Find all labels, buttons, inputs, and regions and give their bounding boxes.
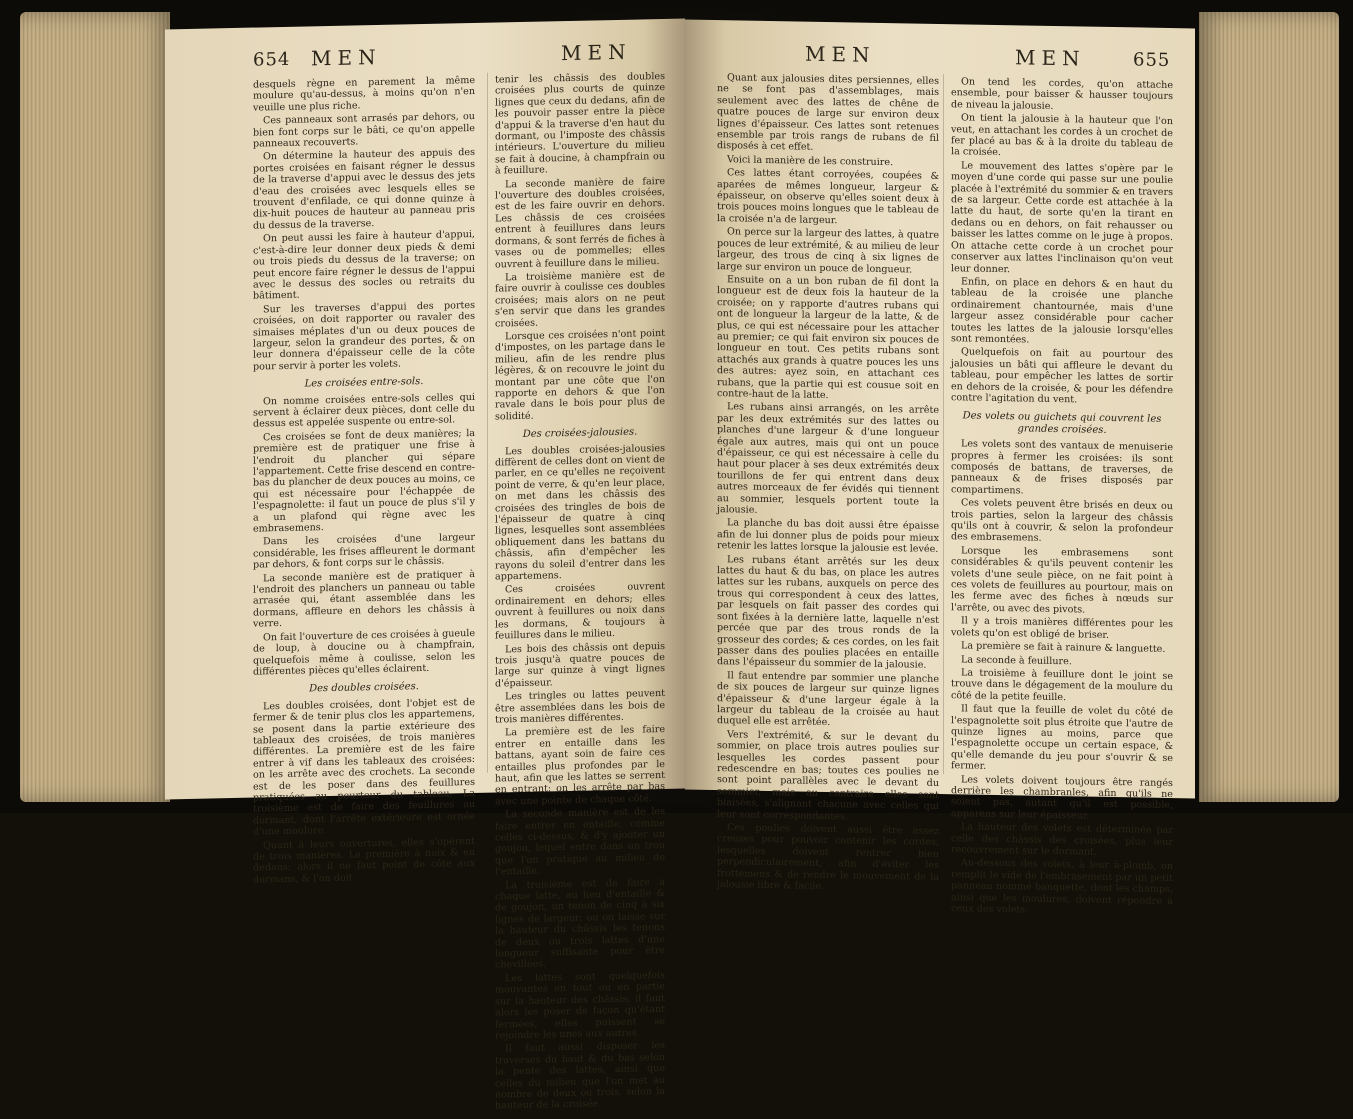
paragraph: Dans les croisées d'une largeur considérable, les frises affleurent le dormant par dehors, & font corps sur le châssis. bbox=[253, 532, 475, 571]
paragraph: Lorsque ces croisées n'ont point d'impostes, on les partage dans le milieu, afin de les rendre plus légères, & on recouvre le joint du montant par une côte que l'on rapporte en dehors & que l'on ravale dans le bois pour plus de solidité. bbox=[495, 327, 665, 423]
paragraph: La seconde manière est de les faire entrer en entaille, comme celles ci-dessus, & d'y ajouter un goujon, lequel entre dans un trou que l'on pratique au milieu de l'entaille. bbox=[495, 806, 665, 878]
right-page-column-1 bbox=[717, 72, 939, 893]
left-page-edges bbox=[20, 12, 170, 802]
section-heading: Les croisées entre-sols. bbox=[304, 376, 424, 390]
paragraph: La seconde manière de faire l'ouverture des doubles croisées, est de les faire ouvrir en dehors. Les châssis de ces croisées entrent à feuillures dans leurs dormans, & sont ferrés de fiches à vases ou de pommelles; elles ouvrent à feuillure dans le milieu. bbox=[495, 175, 665, 271]
paragraph: La planche du bas doit aussi être épaisse afin de lui donner plus de poids pour mieux retenir les lattes lorsque la jalousie est levée. bbox=[717, 517, 939, 556]
page-number: 655 bbox=[1133, 49, 1171, 72]
paragraph: Il faut que la feuille de volet du côté de l'espagnolette soit plus étroite que l'autre de quinze lignes au moins, parce que l'espagnolette occupe un certain espace, & qu'elle demande du jeu pour s'ouvrir & se fermer. bbox=[951, 703, 1173, 772]
paragraph: On détermine la hauteur des appuis des portes croisées en faisant régner le dessus de la traverse d'appui avec le dessus des jets d'eau des croisées avec lesquels elles se trouvent d'enfilade, ce qui donne quinze à dix-huit pouces de hauteur au panneau pris du dessus de la traverse. bbox=[253, 147, 475, 232]
paragraph: On fait l'ouverture de ces croisées à gueule de loup, à doucine ou à champfrain, quelquefois même à coulisse, selon les différentes pièces qu'elles éclairent. bbox=[253, 627, 475, 678]
page-number: 654 bbox=[253, 48, 291, 71]
left-page bbox=[165, 19, 685, 1112]
paragraph: Les doubles croisées, dont l'objet est de fermer & de tenir plus clos les appartemens, se posent dans la partie extérieure des tableaux des croisées, de trois manières différentes. La première est de les faire entrer à vif dans les tableaux des croisées: on les arrête avec des crochets. La seconde est de les poser dans des feuillures pratiquées au pourtour du tableau. La troisième est de faire des feuillures au dormant, dont l'arrête extérieure est ornée d'une moulure. bbox=[253, 696, 475, 838]
paragraph: tenir les châssis des doubles croisées plus courts de quinze lignes que ceux du dedans, afin de les pouvoir passer entre la pièce d'appui & la traverse d'en haut du dormant, ou l'imposte des châssis intérieurs. L'ouverture du milieu se fait à doucine, à champfrain ou à feuillure. bbox=[495, 70, 665, 177]
running-head-right: MEN bbox=[1015, 45, 1086, 71]
left-page-column-1 bbox=[253, 74, 475, 886]
paragraph: Le mouvement des lattes s'opère par le moyen d'une corde qui passe sur une poulie placée à l'extrémité du sommier & en travers de sa largeur. Cette corde est attachée à la latte du haut, de sorte qu'en la tirant en dedans ou en dehors, on fait rehausser ou baisser les lattes comme on le juge à propos. On attache cette corde à un crochet pour conserver aux lattes l'inclinaison qu'on veut leur donner. bbox=[951, 160, 1173, 275]
section-heading: Des doubles croisées. bbox=[309, 681, 419, 695]
paragraph: Les volets doivent toujours être rangés derrière les chambranles, afin qu'ils ne soient pas, autant qu'il est possible, apparens sur leur épaisseur. bbox=[951, 773, 1173, 822]
paragraph: Les tringles ou lattes peuvent être assemblées dans les bois de trois manières différentes. bbox=[495, 688, 665, 726]
paragraph: La première se fait à rainure & languette. bbox=[961, 640, 1166, 656]
section-heading: Des volets ou guichets qui couvrent les grandes croisées. bbox=[962, 410, 1162, 436]
paragraph: Quelquefois on fait au pourtour des jalousies un bâti qui affleure le devant du tableau, pour empêcher les lattes de sortir en dehors de la croisée, & pour les défendre contre l'agitation du vent. bbox=[951, 346, 1173, 406]
paragraph: Ces volets peuvent être brisés en deux ou trois parties, selon la largeur des châssis qu'ils ont à couvrir, & selon la profondeur des embrasemens. bbox=[951, 497, 1173, 545]
paragraph: La troisième est de faire à chaque latte, au lieu d'entaille & de goujon, un tenon de cinq à six lignes de largeur; ou on laisse sur la hauteur du châssis les tenons de deux ou trois lattes d'une longueur suffisante pour être chevillées. bbox=[495, 876, 665, 972]
right-page-column-2 bbox=[951, 76, 1173, 916]
paragraph: Ces panneaux sont arrasés par dehors, ou bien font corps sur le bâti, ce qu'on appelle panneaux recouverts. bbox=[253, 111, 475, 150]
paragraph: Les rubans ainsi arrangés, on les arrête par les deux extrémités sur des lattes ou planches d'une largeur & d'une longueur égale aux autres, mais qui ont un pouce d'épaisseur, ce qui est nécessaire à celle du haut pour placer à ses deux extrémités deux tourillons de fer qui entrent dans deux autres morceaux de fer évidés qui tiennent au sommier, lesquels portent toute la jalousie. bbox=[717, 401, 939, 516]
paragraph: On tend les cordes, qu'on attache ensemble, pour baisser & hausser toujours de niveau la jalousie. bbox=[951, 76, 1173, 112]
paragraph: Quant aux jalousies dites persiennes, elles ne se font pas d'assemblages, mais seulement avec des lattes de chêne de quatre pouces de large sur environ deux lignes d'épaisseur. Ces lattes sont retenues ensemble par trois rangs de rubans de fil disposés à cet effet. bbox=[717, 72, 939, 154]
paragraph: Les bois des châssis ont depuis trois jusqu'à quatre pouces de large sur quinze à vingt lignes d'épaisseur. bbox=[495, 640, 665, 690]
paragraph: Ces croisées se font de deux manières; la première est de pratiquer une frise à l'endroit du plancher qui sépare l'appartement. Cette frise descend en contre-bas du plancher de deux pouces au moins, ce qui est nécessaire pour l'échappée de l'espagnolette: il faut un pouce de plus s'il y a un plafond qui règne avec les embrasemens. bbox=[253, 427, 475, 535]
paragraph: Quant à leurs ouvertures, elles s'opèrent de trois manières. La première à noix & en dedans: alors il ne faut point de côte aux dormans, & l'on doit bbox=[253, 835, 475, 886]
paragraph: Il y a trois manières différentes pour les volets qu'on est obligé de briser. bbox=[951, 615, 1173, 641]
paragraph: La hauteur des volets est déterminée par celle des châssis des croisées, plus leur recouvrement sur le dormant. bbox=[951, 821, 1173, 858]
right-page-edges bbox=[1199, 12, 1339, 802]
paragraph: La troisième à feuillure dont le joint se trouve dans le dégagement de la moulure du côté de la petite feuille. bbox=[951, 667, 1173, 703]
left-page-column-2 bbox=[495, 70, 665, 1112]
paragraph: Ces poulies doivent aussi être assez creuses pour pouvoir contenir les cordes, lesquelles doivent rentrer bien perpendiculairement, afin d'éviter les frottemens & de rendre le mouvement de la jalousie libre & facile. bbox=[717, 822, 939, 893]
paragraph: Sur les traverses d'appui des portes croisées, on doit rapporter ou ravaler des simaises méplates d'un ou deux pouces de largeur, selon la grandeur des portes, & on leur donnera d'épaisseur celle de la côte pour servir à porter les volets. bbox=[253, 299, 475, 373]
paragraph: La seconde manière est de pratiquer à l'endroit des planchers un panneau ou table arrasée qui, étant assemblée dans les dormans, affleure en dehors les châssis à verre. bbox=[253, 568, 475, 630]
paragraph: On peut aussi les faire à hauteur d'appui, c'est-à-dire leur donner deux pieds & demi ou trois pieds du dessus de la traverse; on peut encore faire régner le dessus de l'appui avec le dessus des socles ou retraits du bâtiment. bbox=[253, 229, 475, 302]
right-page bbox=[685, 20, 1195, 916]
paragraph: Voici la manière de les construire. bbox=[727, 154, 894, 169]
paragraph: Il faut aussi disposer les traverses du haut & du bas selon la pente des lattes, ainsi que celles du milieu que l'on met au nombre de deux ou trois, selon la hauteur de la croisée. bbox=[495, 1040, 665, 1112]
paragraph: Les rubans étant arrêtés sur les deux lattes du haut & du bas, on place les autres lattes sur les rubans, auxquels on perce des trous qui correspondent à ceux des lattes, par lesquels on fait passer des cordes qui sont fixées à la dernière latte, laquelle n'est percée que par des trous ronds de la grosseur des cordes; & ces cordes, on les fait passer dans des poulies placées en entaille dans l'épaisseur du sommier de la jalousie. bbox=[717, 553, 939, 672]
paragraph: Les doubles croisées-jalousies diffèrent de celles dont on vient de parler, en ce qu'elles ne reçoivent point de verre, & qu'en leur place, on met dans les châssis des croisées des tringles de bois de l'épaisseur de quatre à cinq lignes, lesquelles sont assemblées obliquement dans les battans du châssis, afin d'empêcher les rayons du soleil d'entrer dans les appartemens. bbox=[495, 442, 665, 583]
paragraph: Ces croisées ouvrent ordinairement en dehors; elles ouvrent à feuillures ou noix dans les dormans, & toujours à feuillures dans le milieu. bbox=[495, 581, 665, 642]
paragraph: Ces lattes étant corroyées, coupées & aparées de mêmes longueur, largeur & épaisseur, on observe qu'elles soient deux à trois pouces moins longues que le tableau de la croisée n'a de largeur. bbox=[717, 167, 939, 227]
running-head-right: MEN bbox=[561, 39, 632, 66]
column-rule bbox=[487, 73, 488, 773]
paragraph: On perce sur la largeur des lattes, à quatre pouces de leur extrémité, & au milieu de leur largeur, des trous de cinq à six lignes de large sur environ un pouce de longueur. bbox=[717, 226, 939, 276]
paragraph: Il faut entendre par sommier une planche de six pouces de largeur sur quinze lignes d'épaisseur & d'une largeur égale à la largeur du tableau de la croisée au haut duquel elle est arrêtée. bbox=[717, 670, 939, 729]
running-head-left: MEN bbox=[805, 41, 876, 67]
paragraph: Vers l'extrémité, & sur le devant du sommier, on place trois autres poulies sur lesquelles les cordes passent pour redescendre en bas; toutes ces poulies ne sont point parallèles avec le devant du sommier, mais au contraire elles sont biaisées, s'alignant chacune avec celles qui leur sont correspondantes. bbox=[717, 729, 939, 822]
paragraph: On tient la jalousie à la hauteur que l'on veut, en attachant les cordes à un crochet de fer placé au bas & à la droite du tableau de la croisée. bbox=[951, 112, 1173, 159]
paragraph: La première est de les faire entrer en entaille dans les battans, ayant soin de faire ces entailles plus profondes par le haut, afin que les lattes se serrent en entrant: on les arrête par bas avec une pointe de chaque côté. bbox=[495, 724, 665, 808]
running-head-left: MEN bbox=[311, 44, 382, 71]
paragraph: La troisième manière est de faire ouvrir à coulisse ces doubles croisées; mais alors on ne peut s'en servir que dans les grandes croisées. bbox=[495, 268, 665, 330]
section-heading: Des croisées-jalousies. bbox=[522, 426, 638, 441]
paragraph: Enfin, on place en dehors & en haut du tableau de la croisée une planche ordinairement chantournée, mais d'une largeur assez considérable pour cacher toutes les lattes de la jalousie lorsqu'elles sont remontées. bbox=[951, 276, 1173, 346]
paragraph: Les lattes sont quelquefois mouvantes en tout ou en partie sur la hauteur des châssis; il faut alors les poser de façon qu'étant fermées, elles puissent se rejoindre les unes aux autres. bbox=[495, 969, 665, 1042]
paragraph: Les volets sont des vantaux de menuiserie propres à fermer les croisées: ils sont composés de battans, de traverses, de panneaux & de frises disposés par compartimens. bbox=[951, 438, 1173, 497]
paragraph: Ensuite on a un bon ruban de fil dont la longueur est de deux fois la hauteur de la croisée; on y rapporte d'autres rubans qui ont de longueur la largeur de la latte, & de plus, ce qui est nécessaire pour les attacher au premier; ce qui fait environ six pouces de longueur en tout. Ces petits rubans sont attachés aux grands à quatre pouces les uns des autres: ayez soin, en attachant ces rubans, que la partie qui est cousue soit en contre-haut de la latte. bbox=[717, 274, 939, 402]
paragraph: On nomme croisées entre-sols celles qui servent à éclairer deux pièces, dont celle du dessus est appelée suspente ou entre-sol. bbox=[253, 391, 475, 430]
paragraph: desquels règne en parement la même moulure qu'au-dessus, à moins qu'on n'en veuille une plus riche. bbox=[253, 74, 475, 114]
paragraph: Au-dessous des volets, à leur à-plomb, on remplit le vide de l'embrasement par un petit panneau nommé banquette, dont les champs, ainsi que les moulures, doivent répondre à ceux des volets: bbox=[951, 857, 1173, 916]
paragraph: Lorsque les embrasemens sont considérables & qu'ils peuvent contenir les volets d'une seule pièce, on ne fait point à ces volets de feuillures au pourtour, mais on les ferme avec des fiches à nœuds sur l'arrête, ou avec des pivots. bbox=[951, 545, 1173, 616]
paragraph: La seconde à feuillure. bbox=[961, 653, 1072, 667]
column-rule bbox=[943, 74, 944, 774]
